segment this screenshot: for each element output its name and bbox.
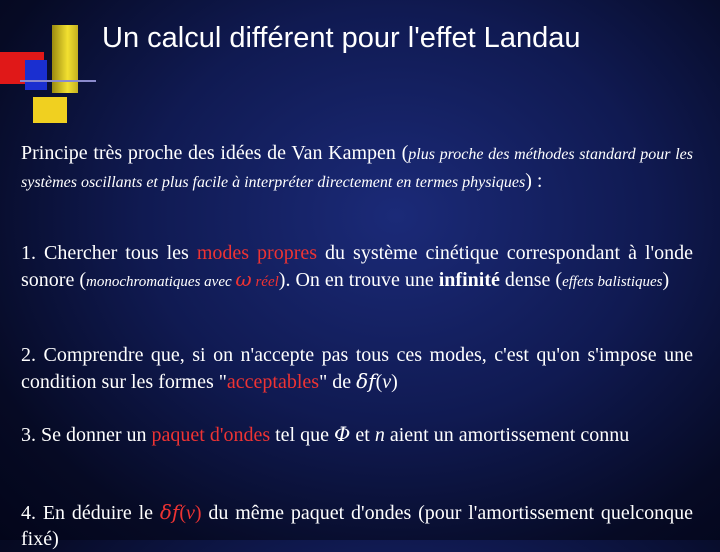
phi-symbol: Φ — [334, 422, 351, 446]
step-1-paragraph — [21, 240, 693, 295]
intro-end: ) : — [525, 170, 543, 192]
step-3-paragraph — [21, 421, 693, 448]
step-2-text: 2. Comprendre que, si on n'accepte pas tous ces modes, c'est qu'on s'impose une condition sur les formes " — [21, 344, 693, 393]
logo-yellow-square — [33, 97, 67, 123]
step-3-highlight: paquet d'ondes — [151, 424, 271, 446]
step-3-text: aient un amortissement connu — [384, 424, 630, 446]
logo-yellow-bar — [52, 25, 78, 93]
step-4-paren: ( — [179, 502, 186, 524]
step-2-text: ( — [375, 371, 383, 393]
intro-paragraph — [21, 140, 693, 196]
step-2-paragraph — [21, 342, 693, 395]
logo-blue-block — [25, 60, 47, 90]
step-1-text: ) — [662, 269, 670, 291]
logo-line — [20, 80, 96, 82]
step-1-italic: effets balistiques — [562, 274, 663, 290]
step-3-text: tel que — [270, 424, 334, 446]
v-symbol: v — [382, 371, 392, 393]
step-3-text: 3. Se donner un — [21, 424, 152, 446]
step-1-italic-red: réel — [251, 274, 279, 290]
step-1-text: ). On en trouve une — [278, 269, 439, 291]
step-4-text: 4. En déduire le — [21, 502, 160, 524]
omega-symbol: ω — [235, 267, 252, 291]
delta-f-symbol: δf — [356, 369, 376, 393]
step-1-bold: infinité — [438, 269, 500, 291]
step-1-text: dense ( — [499, 269, 563, 291]
step-2-text: " de — [319, 371, 357, 393]
step-4-paragraph — [21, 499, 693, 552]
n-symbol: n — [374, 424, 385, 446]
step-1-text: du système cinétique correspondant à l'onde sonore ( — [21, 242, 693, 291]
slide-title: Un calcul différent pour l'effet Landau — [102, 22, 581, 54]
step-2-text: ) — [391, 371, 398, 393]
step-1-italic: monochromatiques avec — [85, 274, 236, 290]
step-4-paren: ) — [194, 502, 202, 524]
step-1-text: 1. Chercher tous les — [21, 242, 197, 264]
corner-logo — [0, 0, 80, 130]
step-4-text: du même paquet d'ondes (pour l'amortissement quelconque fixé) — [21, 502, 693, 550]
step-1-highlight: modes propres — [196, 242, 318, 264]
v-symbol: v — [186, 502, 195, 524]
step-3-text: et — [350, 424, 375, 446]
intro-text: Principe très proche des idées de Van Kampen ( — [21, 142, 409, 164]
delta-f-symbol: δf — [159, 500, 180, 524]
intro-italic-note: plus proche des méthodes standard pour les systèmes oscillants et plus facile à interpréter directement en termes physiques — [21, 146, 693, 191]
step-2-highlight: acceptables — [226, 371, 320, 393]
